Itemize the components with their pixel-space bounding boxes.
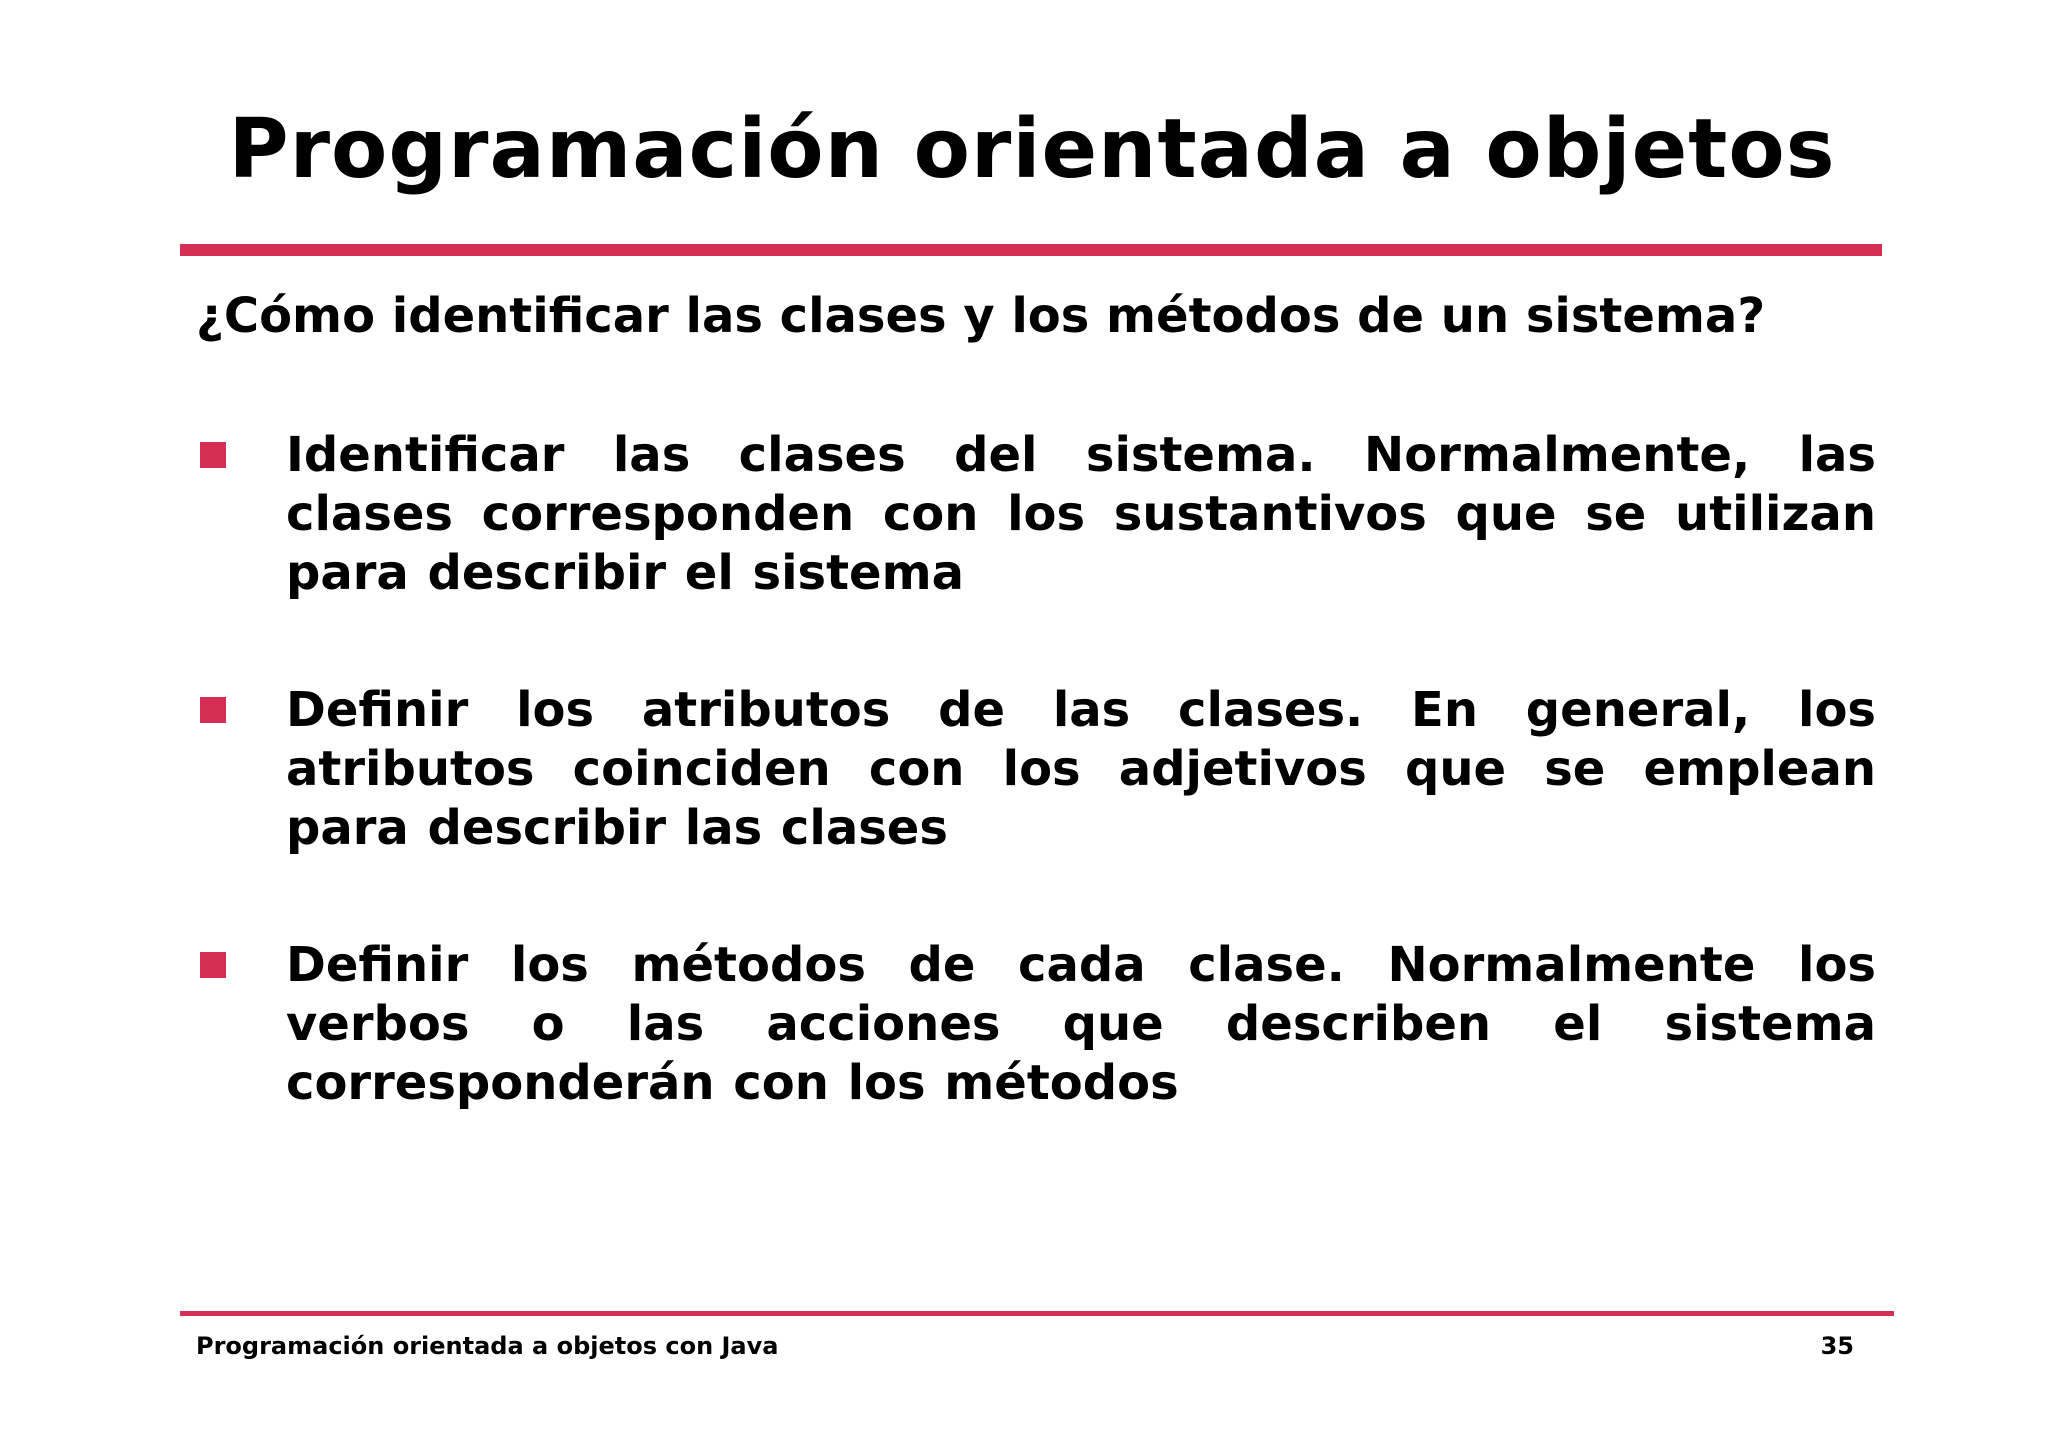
bullet-text: Definir los atributos de las clases. En general, los atributos coinciden con los adjetivos que se emplean para describir las clases — [286, 682, 1876, 856]
bullet-item — [196, 681, 1876, 858]
bullet-square-icon — [200, 952, 226, 978]
title-divider — [180, 244, 1882, 256]
bullet-square-icon — [200, 442, 226, 468]
footer-divider — [180, 1311, 1894, 1316]
slide-question: ¿Cómo identificar las clases y los métodos de un sistema? — [196, 288, 1766, 344]
footer-page-number: 35 — [1820, 1332, 1854, 1360]
bullet-list — [196, 426, 1876, 1191]
bullet-text: Definir los métodos de cada clase. Normalmente los verbos o las acciones que describen el sistema corresponderán con los métodos — [286, 937, 1876, 1111]
footer-course-title: Programación orientada a objetos con Java — [196, 1332, 779, 1360]
bullet-item — [196, 426, 1876, 603]
bullet-square-icon — [200, 697, 226, 723]
bullet-item — [196, 936, 1876, 1113]
slide-title: Programación orientada a objetos — [228, 102, 1836, 197]
bullet-text: Identificar las clases del sistema. Normalmente, las clases corresponden con los sustantivos que se utilizan para describir el sistema — [286, 427, 1876, 601]
